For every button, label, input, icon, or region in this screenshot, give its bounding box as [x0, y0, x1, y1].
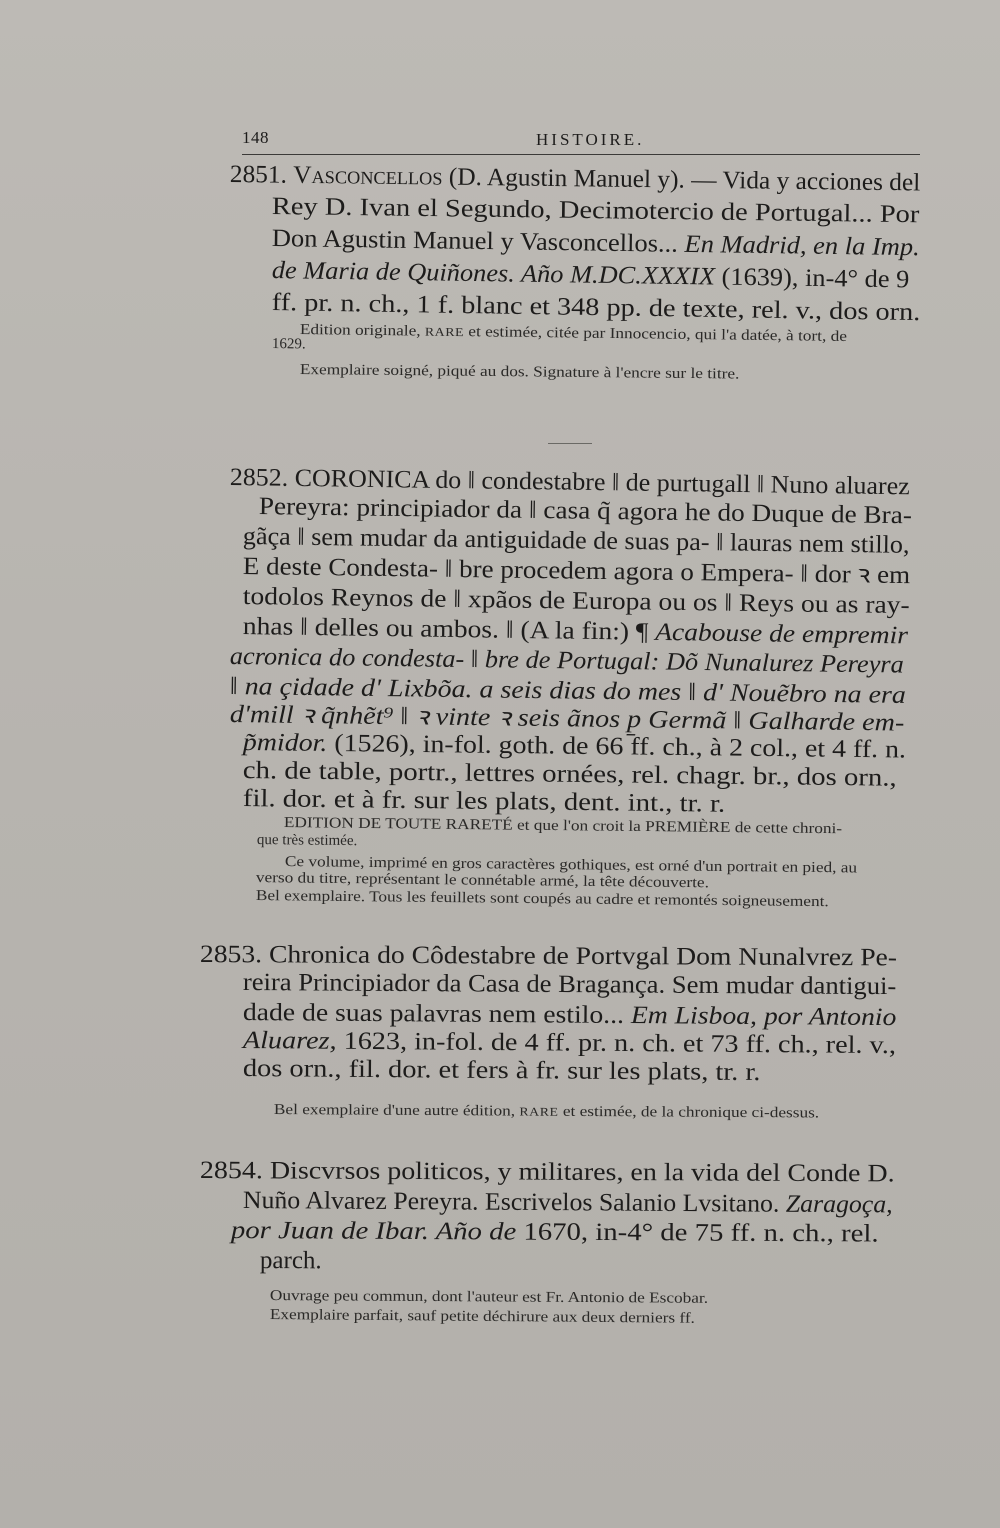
- entry-2851-line: [272, 226, 920, 261]
- entry-2853-line: [243, 1056, 761, 1086]
- text-segment: dade de suas palavras nem estilo...: [242, 999, 632, 1030]
- text-segment: ‖: [726, 707, 749, 735]
- text-segment: Exemplaire soigné, piqué au dos. Signature à l'encre sur le titre.: [299, 362, 740, 383]
- text-segment: 1629.: [271, 336, 306, 353]
- text-segment: 2851.: [229, 161, 294, 189]
- text-segment: et estimée, citée par Innocencio, qui l'a datée, à tort, de: [463, 324, 848, 345]
- text-segment: gãça ‖ sem mudar da antiguidade de suas pa- ‖ lauras nem stillo,: [242, 523, 910, 559]
- section-separator: [548, 443, 592, 444]
- header-rule: [242, 154, 920, 155]
- text-segment: Pereyra: principiador da ‖ casa q̃ agora he do Duque de Bra-: [258, 493, 913, 530]
- text-segment: nhas ‖ delles ou ambos. ‖ (A la fin:) ¶: [242, 613, 656, 646]
- entry-2854-note: [270, 1307, 695, 1327]
- running-head: HISTOIRE.: [536, 130, 645, 149]
- entry-2852-line: [243, 786, 726, 818]
- text-segment: Vasconcellos: [293, 161, 443, 191]
- text-segment: ‖: [229, 673, 245, 701]
- entry-2852-note: [284, 815, 842, 837]
- text-segment: Nuño Alvarez Pereyra. Escrivelos Salanio Lvsitano.: [242, 1187, 786, 1218]
- page-number: 148: [242, 128, 269, 147]
- entry-2851-note: [300, 362, 740, 383]
- text-segment: RARE: [424, 324, 465, 340]
- text-segment: RARE: [519, 1104, 559, 1119]
- page-header: [242, 128, 920, 160]
- entry-2851-line: [272, 258, 910, 293]
- entry-2853-line: [243, 970, 897, 1000]
- text-segment: parch.: [259, 1247, 322, 1275]
- text-segment: verso du titre, représentant le connétable armé, la tête découverte.: [255, 870, 710, 892]
- entry-2851-note: [300, 322, 847, 345]
- text-segment: 2854. Discvrsos politicos, y militares, en la vida del Conde D.: [199, 1157, 895, 1188]
- text-segment: ch. de table, portr., lettres ornées, rel. chagr. br., dos orn.,: [242, 757, 897, 792]
- text-segment: ꝛ vinte ꝛ seis ãnos p̱ Germã: [415, 703, 727, 735]
- entry-2851-line: [272, 194, 920, 228]
- text-segment: 1623, in-fol. de 4 ff. pr. n. ch. et 73 ff. ch., rel. v.,: [336, 1027, 897, 1060]
- text-segment: ff. pr. n. ch., 1 f. blanc et 348 pp. de texte, rel. v., dos orn.: [271, 289, 921, 327]
- text-segment: reira Principiador da Casa de Bragança. Sem mudar dantigui-: [242, 969, 897, 1001]
- text-segment: que très estimée.: [256, 832, 358, 850]
- text-segment: 2852. CORONICA do ‖ condestabre ‖ de purtugall ‖ Nuno aluarez: [229, 464, 910, 501]
- text-segment: (1526), in-fol. goth. de 66 ff. ch., à 2 col., et 4 ff. n.: [327, 729, 907, 764]
- entry-2851-line: [230, 162, 921, 196]
- entry-2854-line: [243, 1188, 893, 1218]
- text-segment: (D. Agustin Manuel y). — Vida y acciones del: [442, 163, 921, 197]
- entry-2854-note: [270, 1288, 708, 1307]
- entry-2851-note: [272, 336, 306, 352]
- text-segment: En Madrid, en la Imp.: [684, 230, 920, 262]
- text-segment: EDITION DE TOUTE RARETÉ: [283, 815, 513, 834]
- text-segment: Bel exemplaire d'une autre édition,: [273, 1102, 520, 1120]
- text-segment: p̃midor.: [242, 729, 328, 757]
- text-segment: Bel exemplaire. Tous les feuillets sont coupés au cadre et remontés soigneusement.: [255, 888, 829, 911]
- text-segment: por Juan de Ibar. Año de: [230, 1217, 517, 1246]
- text-segment: Zaragoça,: [785, 1190, 893, 1219]
- text-segment: Em Lisboa, por Antonio: [630, 1002, 897, 1032]
- text-segment: Rey D. Ivan el Segundo, Decimotercio de Portugal... Por: [271, 193, 920, 229]
- text-segment: Don Agustin Manuel y Vasconcellos...: [271, 225, 685, 258]
- entry-2853-note: [274, 1102, 819, 1121]
- text-segment: todolos Reynos de ‖ xpãos de Europa ou os ‖ Reys ou as ray-: [242, 583, 910, 620]
- text-segment: acronica do condesta- ‖ bre de Portugal: Dõ Nunalurez Pereyra: [229, 643, 904, 679]
- text-segment: Acabouse de empremir: [655, 618, 909, 650]
- text-segment: fil. dor. et à fr. sur les plats, dent. int., tr. r.: [242, 785, 726, 818]
- entry-2852-note: [257, 832, 358, 849]
- text-segment: de Maria de Quiñones. Año M.DC.XXXIX: [271, 257, 716, 291]
- text-segment: et estimée, de la chronique ci-dessus.: [558, 1103, 820, 1122]
- text-segment: et que l'on croit la: [512, 817, 646, 836]
- entry-2852-note: [256, 888, 829, 910]
- entry-2853-line: [243, 1028, 896, 1059]
- entry-2854-line: [200, 1158, 895, 1187]
- entry-2854-line: [231, 1218, 879, 1247]
- entry-2854-line: [260, 1248, 322, 1274]
- text-segment: d'mill ꝛ q̃nhẽt⁹: [229, 701, 394, 731]
- text-segment: 2853. Chronica do Côdestabre de Portvgal Dom Nunalvrez Pe-: [199, 941, 898, 972]
- text-segment: Galharde em-: [748, 707, 905, 737]
- text-segment: Ce volume, imprimé en gros caractères gothiques, est orné d'un portrait en pied, au: [284, 854, 858, 877]
- text-segment: 1670, in-4° de 75 ff. n. ch., rel.: [516, 1218, 879, 1248]
- text-segment: Edition originale,: [299, 322, 426, 340]
- text-segment: ‖: [393, 703, 416, 731]
- text-segment: de cette chroni-: [730, 820, 843, 838]
- text-segment: dos orn., fil. dor. et fers à fr. sur les plats, tr. r.: [242, 1055, 761, 1087]
- text-segment: (1639), in-4° de 9: [714, 263, 910, 294]
- text-segment: E deste Condesta- ‖ bre procedem agora o Empera- ‖ dor ꝛ em: [242, 553, 911, 590]
- entry-2851-line: [272, 290, 921, 326]
- text-segment: na çidade d' Lixbõa. a seis dias do mes: [244, 673, 682, 706]
- entry-2853-line: [243, 1000, 897, 1031]
- text-segment: PREMIÈRE: [645, 819, 731, 837]
- text-segment: Aluarez,: [242, 1027, 337, 1055]
- text-segment: ‖: [681, 678, 704, 707]
- text-segment: d' Nouẽbro na era: [702, 679, 907, 709]
- entry-2853-line: [200, 942, 897, 971]
- text-segment: Ouvrage peu commun, dont l'auteur est Fr. Antonio de Escobar.: [269, 1288, 709, 1307]
- text-segment: Exemplaire parfait, sauf petite déchirure aux deux derniers ff.: [269, 1307, 695, 1327]
